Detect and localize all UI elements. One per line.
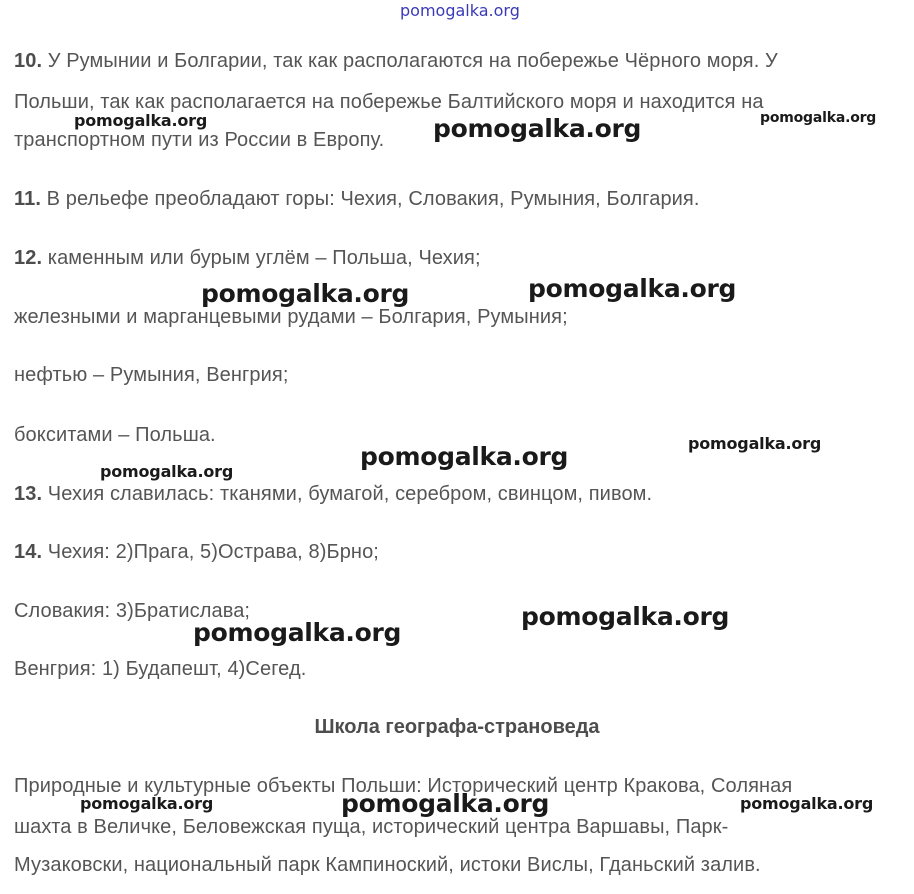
top-watermark[interactable]: pomogalka.org [400,1,520,20]
answer-11-number: 11. [14,188,41,210]
answer-14-line-2: Словакия: 3)Братислава; [14,600,251,622]
watermark-large: pomogalka.org [193,618,402,647]
watermark-small: pomogalka.org [74,111,208,130]
school-line-1: Природные и культурные объекты Польши: Исторический центр Кракова, Соляная [14,775,793,797]
section-heading: Школа географа-страноведа [314,716,600,738]
watermark-small: pomogalka.org [688,434,822,453]
answer-12-line-1 [14,246,481,270]
watermark-small: pomogalka.org [740,794,874,813]
watermark-large: pomogalka.org [201,279,410,308]
answer-14-number: 14. [14,541,43,563]
answer-11-text: В рельефе преобладают горы: Чехия, Словакия, Румыния, Болгария. [46,188,700,210]
answer-14-line-1 [14,540,379,564]
watermark-large: pomogalka.org [433,114,642,143]
watermark-large: pomogalka.org [360,442,569,471]
watermark-small: pomogalka.org [100,462,234,481]
answer-10-text-1: У Румынии и Болгарии, так как располагаются на побережье Чёрного моря. У [47,50,778,72]
answer-13-text: Чехия славилась: тканями, бумагой, серебром, свинцом, пивом. [47,483,653,505]
answer-10-number: 10. [14,50,43,72]
watermark-small: pomogalka.org [80,794,214,813]
answer-12-text-1: каменным или бурым углём – Польша, Чехия; [47,247,481,269]
answer-10-line-3: транспортном пути из России в Европу. [14,129,385,151]
watermark-large: pomogalka.org [528,274,737,303]
watermark-small: pomogalka.org [760,110,877,126]
answer-11 [14,187,700,211]
answer-12-line-3: нефтью – Румыния, Венгрия; [14,364,289,386]
answer-12-number: 12. [14,247,43,269]
answer-13-number: 13. [14,483,43,505]
answer-10-line-1 [14,49,778,73]
school-line-3: Музаковски, национальный парк Кампиноский, истоки Вислы, Гданьский залив. [14,854,761,876]
answer-14-line-3: Венгрия: 1) Будапешт, 4)Сегед. [14,658,307,680]
answer-10-line-2: Польши, так как располагается на побережье Балтийского моря и находится на [14,91,764,113]
answer-12-line-2: железными и марганцевыми рудами – Болгария, Румыния; [14,306,568,328]
watermark-large: pomogalka.org [521,602,730,631]
watermark-large: pomogalka.org [341,789,550,818]
answer-14-text-1: Чехия: 2)Прага, 5)Острава, 8)Брно; [47,541,379,563]
school-line-2: шахта в Величке, Беловежская пуща, исторический центра Варшавы, Парк- [14,816,729,838]
answer-12-line-4: бокситами – Польша. [14,424,216,446]
answer-13 [14,482,652,506]
